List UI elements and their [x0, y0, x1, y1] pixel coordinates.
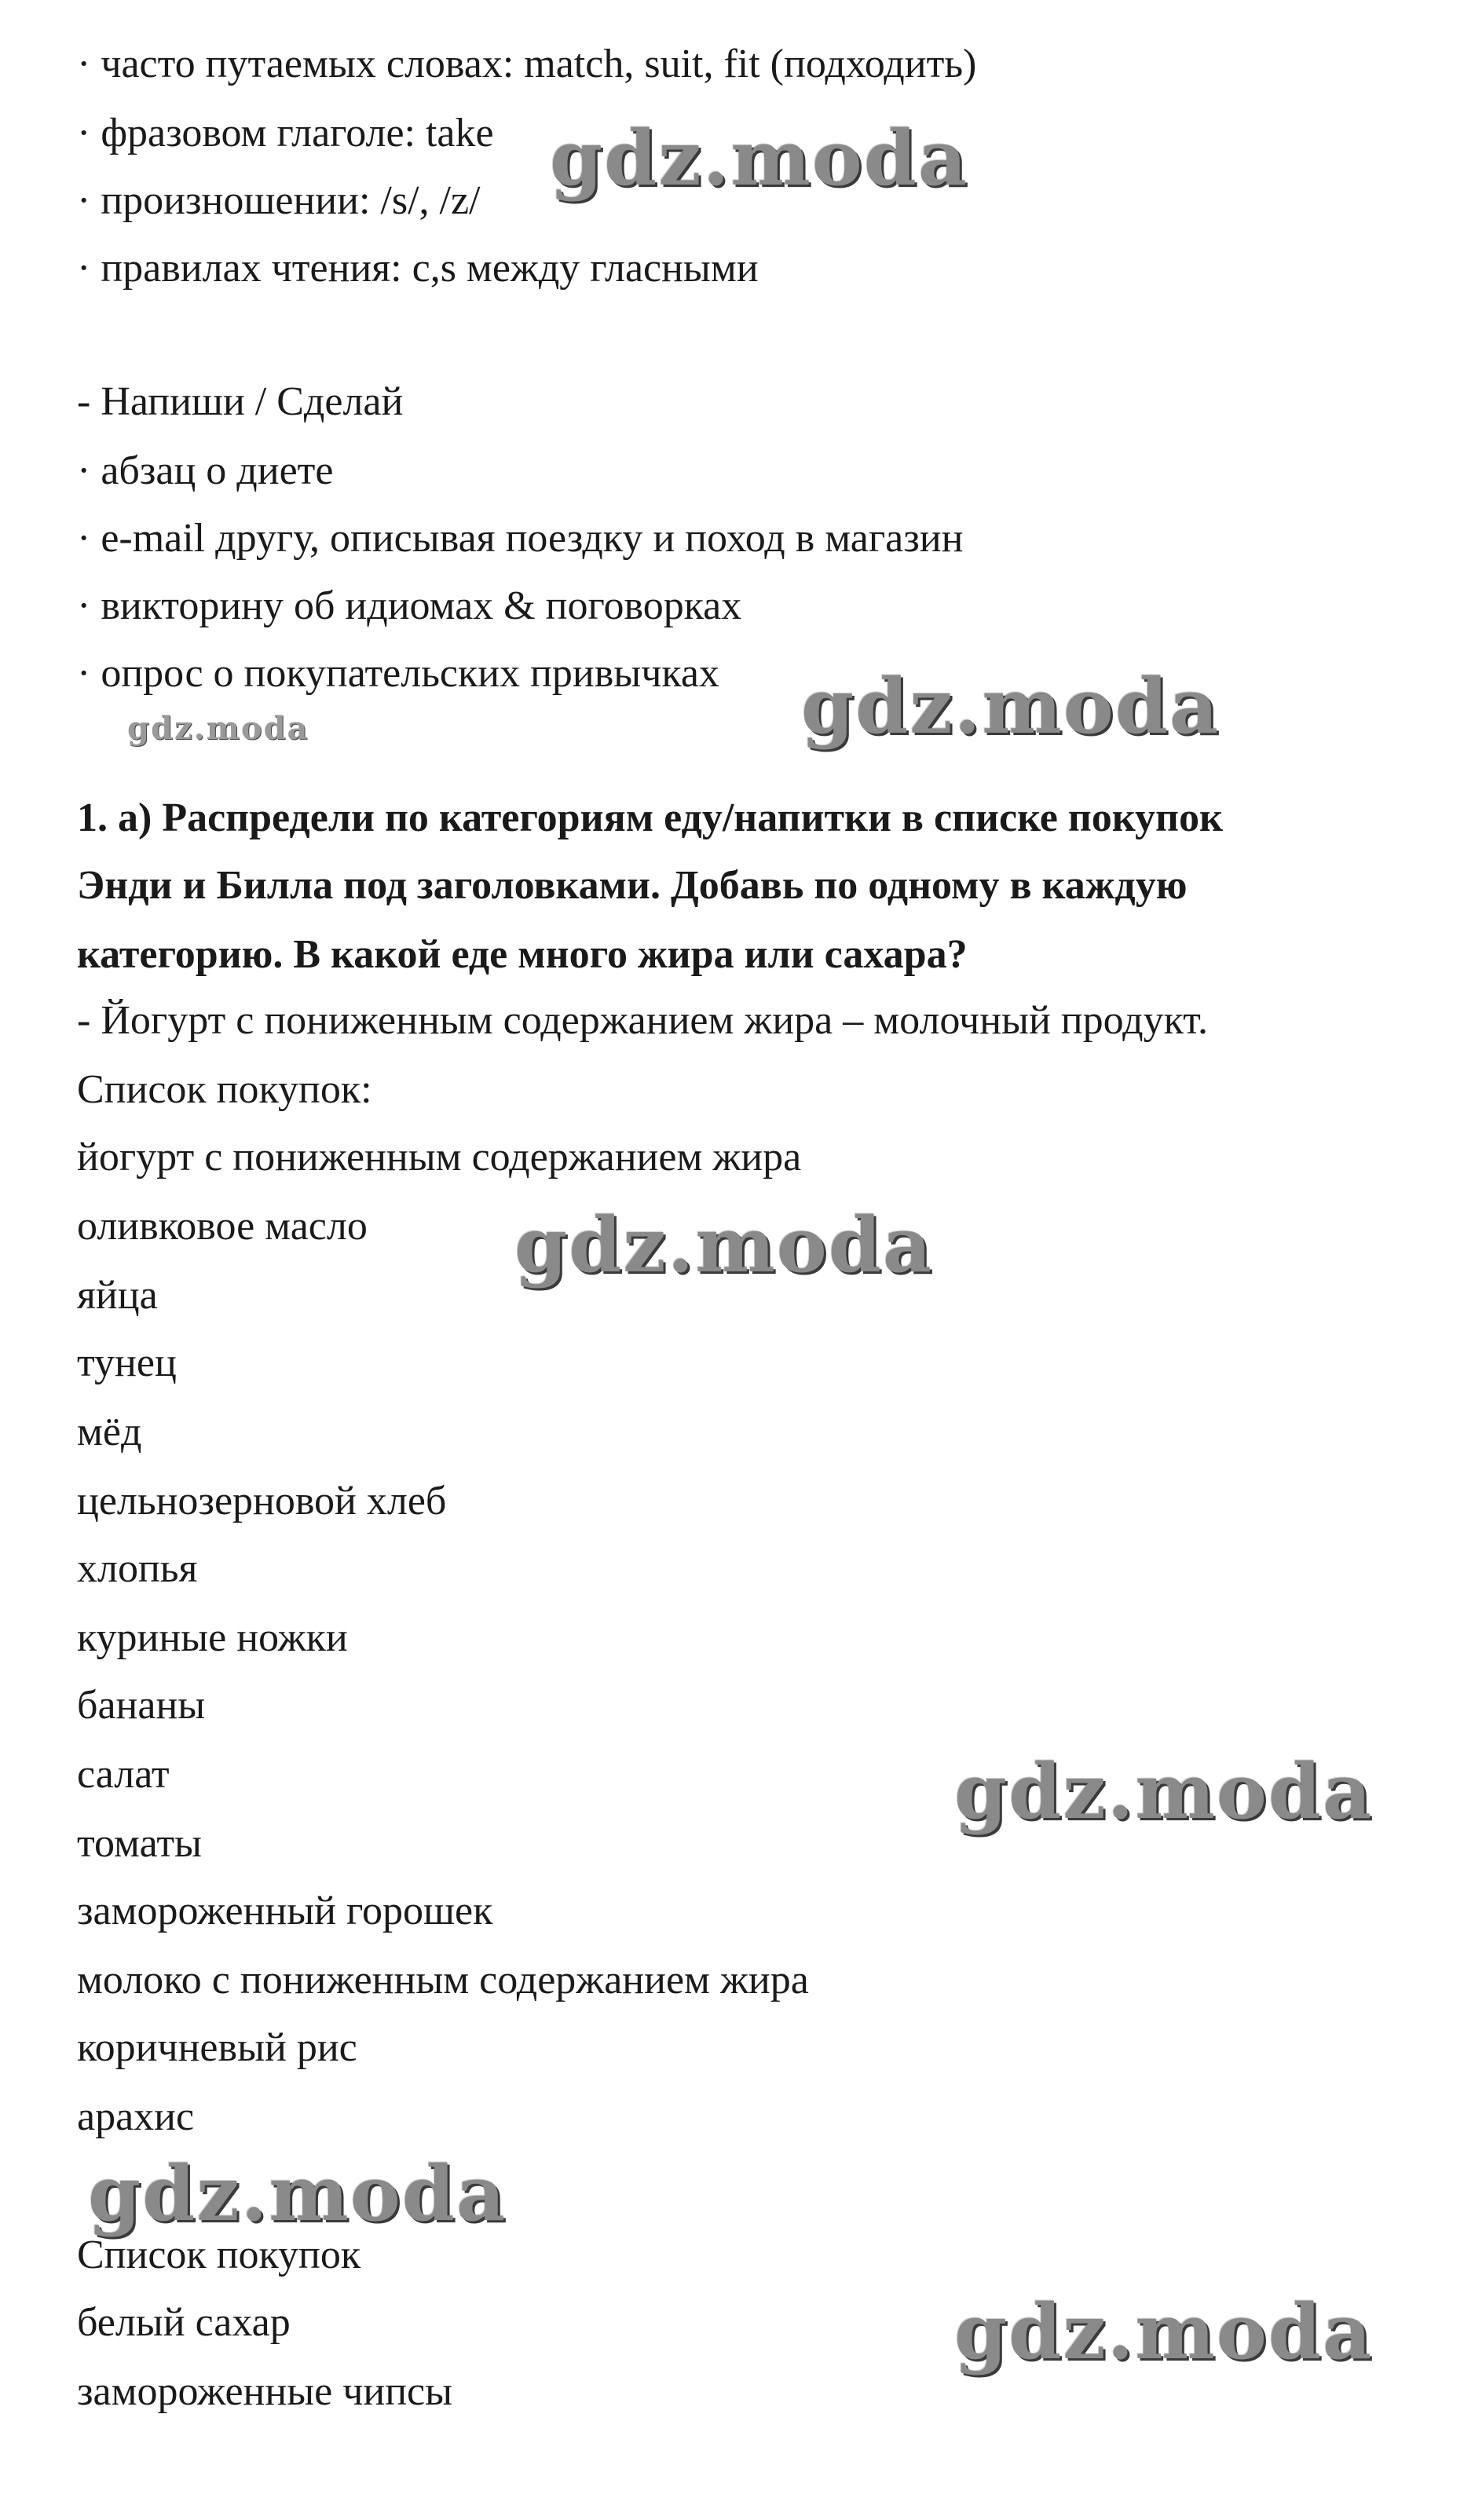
text-line: · e-mail другу, описывая поездку и поход в магазин [77, 516, 964, 561]
text-line: · абзац о диете [77, 448, 334, 493]
task-heading: категорию. В какой еде много жира или сахара? [77, 932, 968, 977]
text-line: · опрос о покупательских привычках [77, 651, 719, 696]
list-item: салат [77, 1752, 170, 1797]
list-item: молоко с пониженным содержанием жира [77, 1958, 809, 2002]
list-item: мёд [77, 1410, 142, 1454]
list-item: хлопья [77, 1546, 198, 1591]
watermark: gdz.moda [954, 2288, 1374, 2376]
list-item: замороженный горошек [77, 1889, 493, 1933]
list-item: куриные ножки [77, 1615, 348, 1660]
text-line: · часто путаемых словах: match, suit, fit (подходить) [77, 42, 977, 86]
list-title: Список покупок: [77, 1067, 372, 1112]
list-item: бананы [77, 1683, 206, 1728]
watermark: gdz.moda [88, 2149, 507, 2238]
list-item: белый сахар [77, 2300, 291, 2345]
text-line: · викторину об идиомах & поговорках [77, 583, 742, 628]
watermark: gdz.moda [127, 710, 309, 747]
watermark: gdz.moda [514, 1201, 934, 1289]
list-item: йогурт с пониженным содержанием жира [77, 1135, 802, 1180]
list-item: томаты [77, 1821, 202, 1866]
list-item: коричневый рис [77, 2025, 357, 2070]
list-item: цельнозерновой хлеб [77, 1479, 447, 1523]
list-item: замороженные чипсы [77, 2369, 453, 2414]
list-item: оливковое масло [77, 1204, 368, 1249]
answer-line: - Йогурт с пониженным содержанием жира – молочный продукт. [77, 998, 1208, 1043]
list-item: тунец [77, 1340, 177, 1385]
list-item: яйца [77, 1273, 158, 1318]
text-line: · фразовом глаголе: take [77, 111, 494, 155]
task-heading: 1. а) Распредели по категориям еду/напитки в списке покупок [77, 796, 1223, 840]
task-heading: Энди и Билла под заголовками. Добавь по одному в каждую [77, 863, 1188, 908]
watermark: gdz.moda [954, 1747, 1374, 1836]
watermark: gdz.moda [550, 114, 969, 203]
text-line: · произношении: /s/, /z/ [77, 178, 481, 223]
text-line: · правилах чтения: с,s между гласными [77, 246, 759, 291]
section-label: - Напиши / Сделай [77, 379, 404, 424]
list-title: Список покупок [77, 2233, 361, 2277]
watermark: gdz.moda [801, 662, 1221, 751]
list-item: арахис [77, 2094, 195, 2139]
